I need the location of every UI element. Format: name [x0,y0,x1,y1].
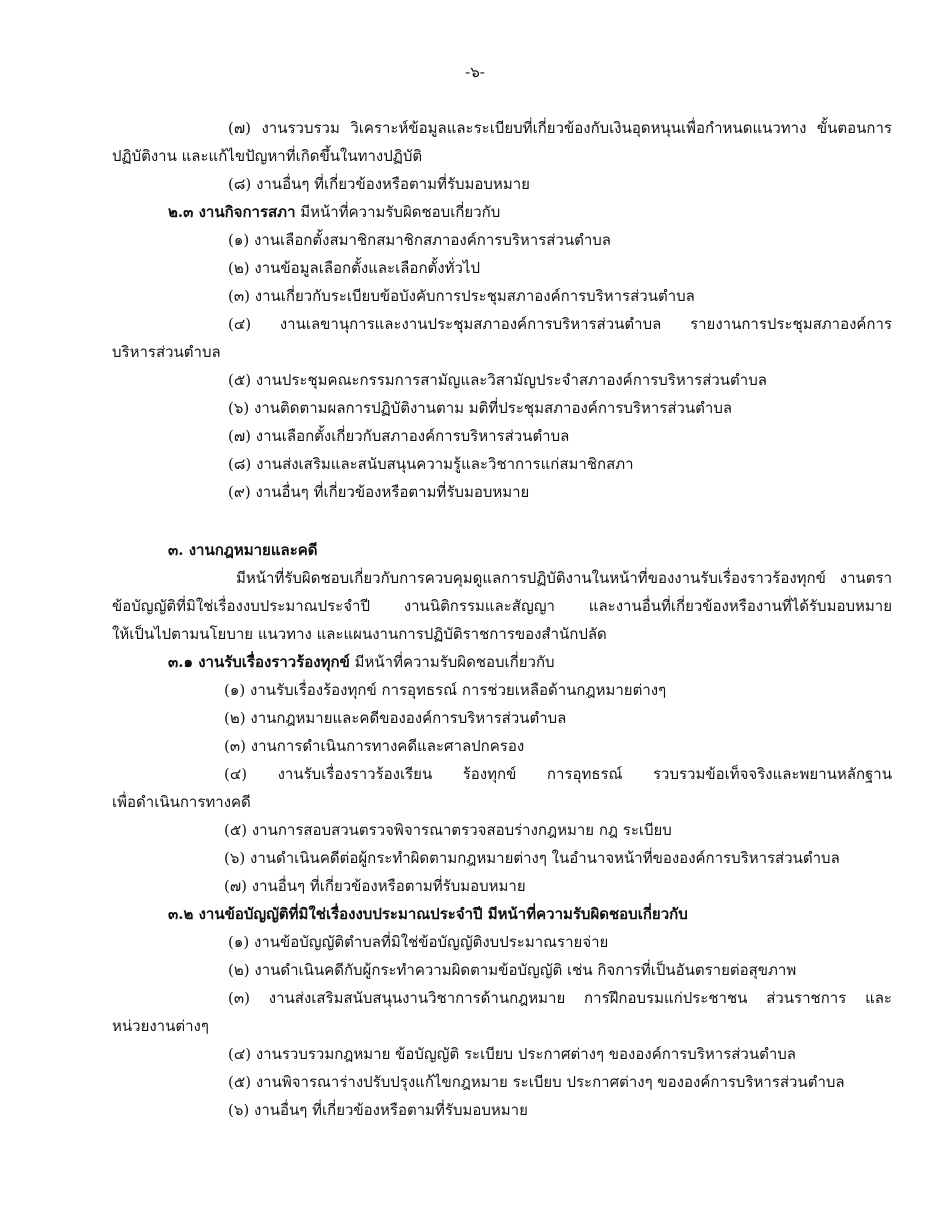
item-text: งานส่งเสริมสนับสนุนงานวิชาการด้านกฎหมาย การฝึกอบรมแก่ประชาชน ส่วนราชการ และ [268,989,892,1007]
section-heading: ๓. งานกฎหมายและคดี [168,541,318,559]
item-text: งานการสอบสวนตรวจพิจารณาตรวจสอบร่างกฎหมาย กฎ ระเบียบ [251,821,672,839]
list-item [228,118,892,138]
item-number: (๒) [228,259,250,277]
list-item [228,482,529,502]
item-text: งานอื่นๆ ที่เกี่ยวข้องหรือตามที่รับมอบหมาย [255,483,530,501]
item-number: (๙) [228,483,251,501]
list-item [228,426,569,446]
item-text: งานรับเรื่องร้องทุกข์ การอุทธรณ์ การช่วยเหลือด้านกฎหมายต่างๆ [250,681,667,699]
item-number: (๗) [228,427,251,445]
item-text: งานดำเนินคดีกับผู้กระทำความผิดตามข้อบัญญัติ เช่น กิจการที่เป็นอันตรายต่อสุขภาพ [254,961,797,979]
item-number: (๖) [228,399,250,417]
paragraph-line: ข้อบัญญัติที่มิใช่เรื่องงบประมาณประจำปี งานนิติกรรมและสัญญา และงานอื่นที่เกี่ยวข้องหรืองานที่ได้รับมอบหมาย [112,597,892,615]
list-item [224,848,840,868]
item-number: (๕) [224,821,248,839]
item-number: (๗) [228,119,251,137]
item-text: งานเลขานุการและงานประชุมสภาองค์การบริหารส่วนตำบล รายงานการประชุมสภาองค์การ [279,315,892,333]
list-item [228,258,480,278]
list-item [228,932,608,952]
item-continuation: เพื่อดำเนินการทางคดี [112,793,251,811]
item-text: งานการดำเนินการทางคดีและศาลปกครอง [250,737,525,755]
item-number: (๘) [228,455,252,473]
item-continuation: หน่วยงานต่างๆ [112,1017,209,1035]
item-number: (๓) [224,737,246,755]
item-text: งานติดตามผลการปฏิบัติงานตาม มติที่ประชุมสภาองค์การบริหารส่วนตำบล [254,399,733,417]
item-number: (๖) [228,1101,250,1119]
list-item [228,230,611,250]
item-text: งานส่งเสริมและสนับสนุนความรู้และวิชาการแก่สมาชิกสภา [256,455,634,473]
list-item [224,876,526,896]
item-number: (๓) [228,989,250,1007]
item-number: (๔) [228,1045,252,1063]
item-continuation: ปฏิบัติงาน และแก้ไขปัญหาที่เกิดขึ้นในทางปฏิบัติ [112,147,423,165]
item-number: (๓) [228,287,250,305]
list-item [228,454,634,474]
list-item [224,764,892,784]
item-text: งานข้อมูลเลือกตั้งและเลือกตั้งทั่วไป [254,259,480,277]
item-number: (๘) [228,175,252,193]
item-number: (๕) [228,371,252,389]
item-text: งานเลือกตั้งเกี่ยวกับสภาองค์การบริหารส่วนตำบล [255,427,570,445]
paragraph-line: มีหน้าที่รับผิดชอบเกี่ยวกับการควบคุมดูแลการปฏิบัติงานในหน้าที่ของงานรับเรื่องราวร้องทุกข์ งานตรา [236,569,892,587]
item-text: งานพิจารณาร่างปรับปรุงแก้ไขกฎหมาย ระเบียบ ประกาศต่างๆ ขององค์การบริหารส่วนตำบล [255,1073,845,1091]
item-number: (๔) [224,765,248,783]
list-item [224,708,566,728]
item-text: งานอื่นๆ ที่เกี่ยวข้องหรือตามที่รับมอบหมาย [254,1101,528,1119]
item-number: (๕) [228,1073,252,1091]
item-text: งานเกี่ยวกับระเบียบข้อบังคับการประชุมสภาองค์การบริหารส่วนตำบล [254,287,695,305]
list-item [224,680,666,700]
item-text: งานเลือกตั้งสมาชิกสมาชิกสภาองค์การบริหารส่วนตำบล [254,231,611,249]
section-heading [168,202,500,222]
item-number: (๔) [228,315,252,333]
list-item [228,314,892,334]
item-number: (๒) [228,961,250,979]
list-item [228,398,732,418]
list-item [224,820,672,840]
item-number: (๑) [224,681,246,699]
list-item [228,1100,528,1120]
section-heading-title: ๒.๓ งานกิจการสภา [168,203,296,221]
item-text: งานรวบรวม วิเคราะห์ข้อมูลและระเบียบที่เกี่ยวข้องกับเงินอุดหนุนเพื่อกำหนดแนวทาง ขั้นตอนการ [261,119,892,137]
item-text: งานประชุมคณะกรรมการสามัญและวิสามัญประจำสภาองค์การบริหารส่วนตำบล [255,371,767,389]
item-number: (๖) [224,849,246,867]
paragraph-line: ให้เป็นไปตามนโยบาย แนวทาง และแผนงานการปฏิบัติราชการของสำนักปลัด [112,625,607,643]
item-text: งานดำเนินคดีต่อผู้กระทำผิดตามกฎหมายต่างๆ ในอำนาจหน้าที่ขององค์การบริหารส่วนตำบล [250,849,840,867]
section-heading [168,652,555,672]
item-number: (๑) [228,231,250,249]
section-heading-rest: มีหน้าที่ความรับผิดชอบเกี่ยวกับ [295,203,501,221]
item-text: งานอื่นๆ ที่เกี่ยวข้องหรือตามที่รับมอบหมาย [256,175,530,193]
page-number: -๖- [465,63,485,81]
section-heading-title: ๓.๑ งานรับเรื่องราวร้องทุกข์ [168,653,350,671]
list-item [228,370,767,390]
list-item [228,286,695,306]
section-heading: ๓.๒ งานข้อบัญญัติที่มิใช่เรื่องงบประมาณประจำปี มีหน้าที่ความรับผิดชอบเกี่ยวกับ [168,905,688,923]
item-number: (๑) [228,933,250,951]
list-item [228,1072,845,1092]
item-text: งานข้อบัญญัติตำบลที่มิใช่ข้อบัญญัติงบประมาณรายจ่าย [254,933,609,951]
item-number: (๗) [224,877,247,895]
section-heading-rest: มีหน้าที่ความรับผิดชอบเกี่ยวกับ [349,653,555,671]
item-text: งานรับเรื่องราวร้องเรียน ร้องทุกข์ การอุทธรณ์ รวบรวมข้อเท็จจริงและพยานหลักฐาน [277,765,892,783]
item-text: งานรวบรวมกฎหมาย ข้อบัญญัติ ระเบียบ ประกาศต่างๆ ขององค์การบริหารส่วนตำบล [255,1045,796,1063]
list-item [224,736,524,756]
item-text: งานอื่นๆ ที่เกี่ยวข้องหรือตามที่รับมอบหมาย [251,877,526,895]
item-number: (๒) [224,709,246,727]
list-item [228,988,892,1008]
list-item [228,960,796,980]
list-item [228,174,530,194]
item-text: งานกฎหมายและคดีขององค์การบริหารส่วนตำบล [250,709,567,727]
list-item [228,1044,796,1064]
item-continuation: บริหารส่วนตำบล [112,343,221,361]
